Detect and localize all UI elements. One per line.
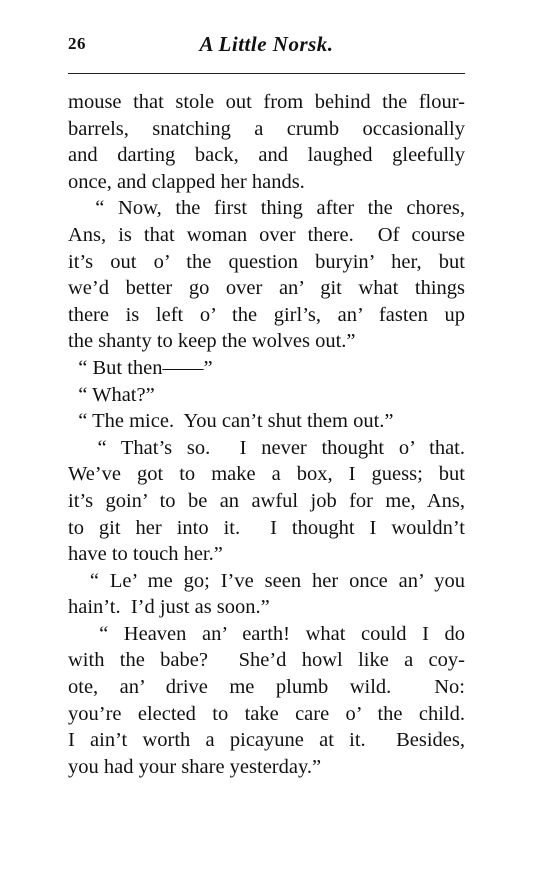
text-line: the shanty to keep the wolves out.” xyxy=(68,330,356,353)
page-number: 26 xyxy=(68,34,86,53)
running-title: A Little Norsk. xyxy=(199,32,334,56)
text-line: you’re elected to take care o’ the child. xyxy=(68,702,465,725)
text-line: We’ve got to make a box, I guess; but xyxy=(68,463,465,486)
text-line: “ Heaven an’ earth! what could I do xyxy=(68,622,465,645)
text-line: “ The mice. You can’t shut them out.” xyxy=(68,410,394,433)
text-line: to git her into it. I thought I wouldn’t xyxy=(68,516,465,539)
text-line: barrels, snatching a crumb occasionally xyxy=(68,117,465,140)
text-line: we’d better go over an’ git what things xyxy=(68,277,465,300)
text-line: it’s out o’ the question buryin’ her, but xyxy=(68,250,465,273)
text-line: mouse that stole out from behind the flour- xyxy=(68,91,465,113)
text-line: hain’t. I’d just as soon.” xyxy=(68,596,270,619)
text-line: “ Now, the first thing after the chores, xyxy=(68,197,465,220)
body-text xyxy=(68,89,465,780)
text-line: “ Le’ me go; I’ve seen her once an’ you xyxy=(68,569,465,592)
header-rule xyxy=(68,73,465,74)
text-line: you had your share yesterday.” xyxy=(68,755,322,778)
text-line: “ What?” xyxy=(68,383,155,406)
text-line: I ain’t worth a picayune at it. Besides, xyxy=(68,729,465,752)
text-line: ote, an’ drive me plumb wild. No: xyxy=(68,676,465,699)
page-header xyxy=(68,34,465,60)
text-line: it’s goin’ to be an awful job for me, Ans, xyxy=(68,489,465,512)
text-line: there is left o’ the girl’s, an’ fasten up xyxy=(68,303,465,326)
text-line: and darting back, and laughed gleefully xyxy=(68,144,465,167)
text-line: Ans, is that woman over there. Of course xyxy=(68,223,465,246)
text-line: “ But then——” xyxy=(68,356,213,379)
text-line: once, and clapped her hands. xyxy=(68,170,305,193)
text-line: have to touch her.” xyxy=(68,543,223,566)
text-line: with the babe? She’d howl like a coy- xyxy=(68,649,465,672)
text-line: “ That’s so. I never thought o’ that. xyxy=(68,436,465,459)
